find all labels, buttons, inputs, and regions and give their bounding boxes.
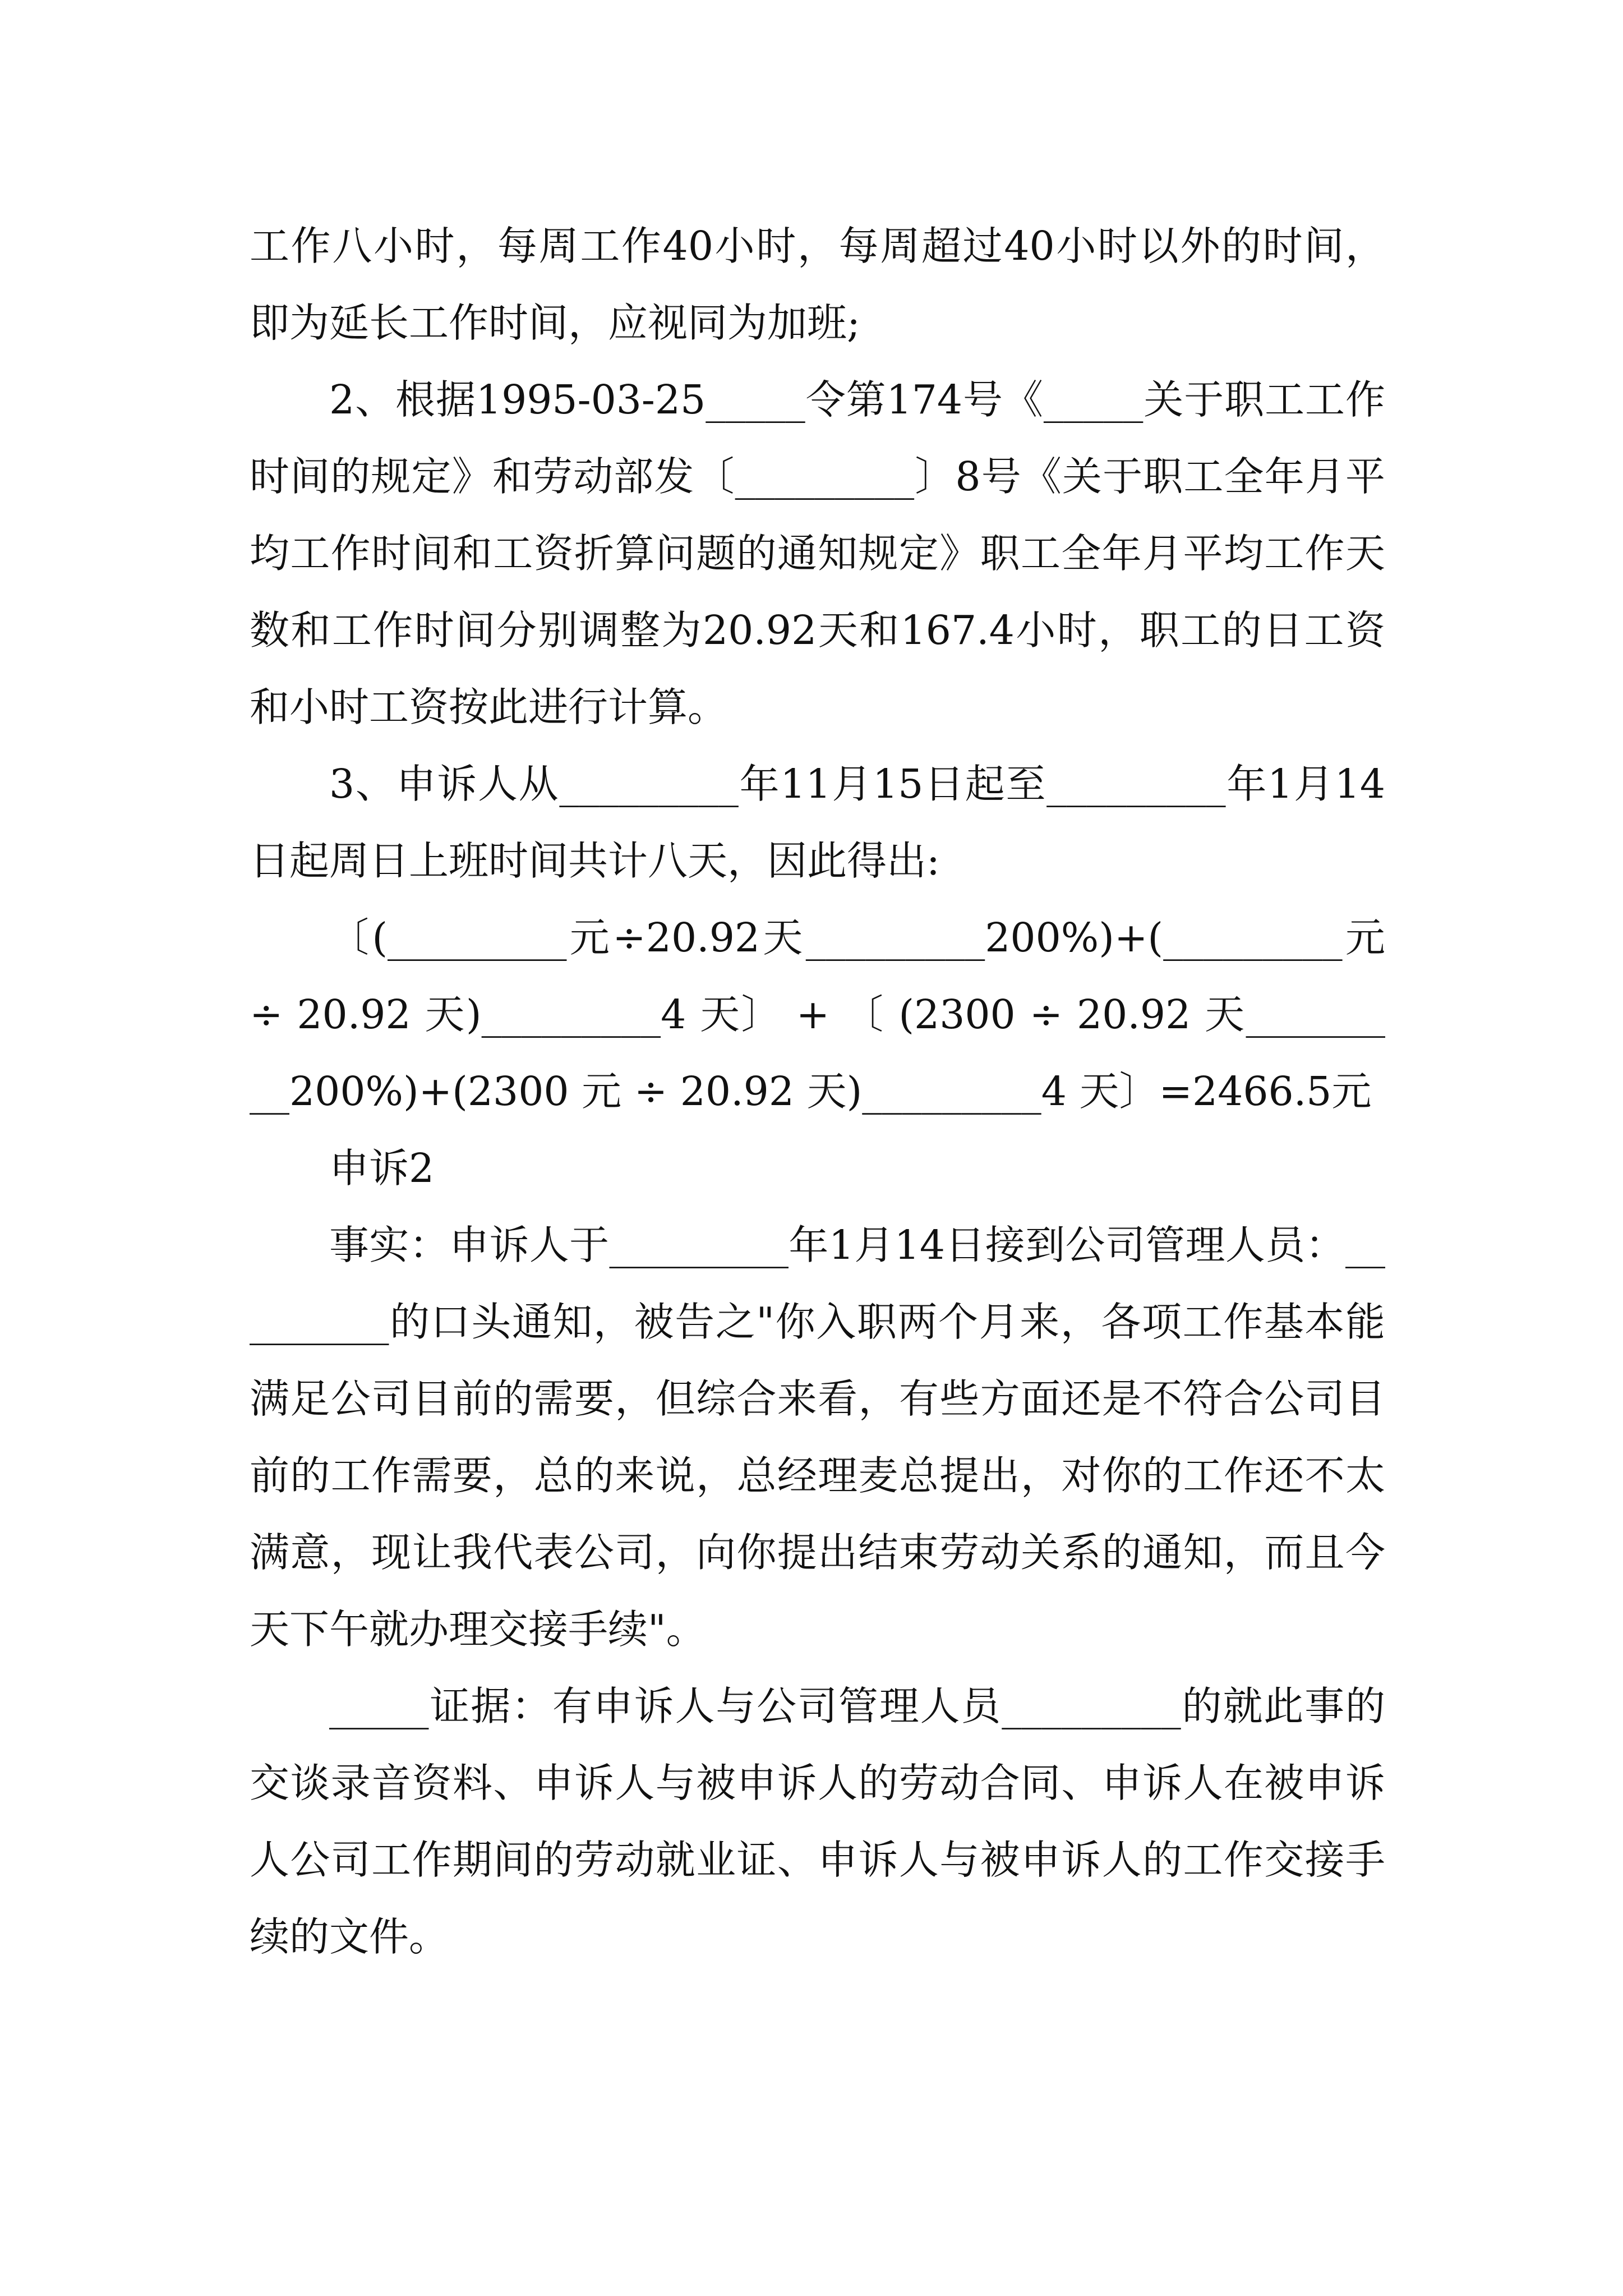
paragraph-working-hours: 工作八小时，每周工作40小时，每周超过40小时以外的时间，即为延长工作时间，应视同为加班; xyxy=(250,223,1385,346)
document-body xyxy=(250,208,1385,1975)
paragraph-calculation: 〔(_________元÷20.92天_________200%)+(_________元 ÷ 20.92 天)_________4 天〕 + 〔 (2300 ÷ 20.92 天_________200%)+(2300 元 ÷ 20.92 天)_________4 天〕=2466.5元 xyxy=(250,914,1385,1115)
paragraph-evidence: _____证据：有申诉人与公司管理人员_________的就此事的交谈录音资料、申诉人与被申诉人的劳动合同、申诉人在被申诉人公司工作期间的劳动就业证、申诉人与被申诉人的工作交接手续的文件。 xyxy=(250,1683,1385,1960)
paragraph-regulation: 2、根据1995-03-25_____令第174号《_____关于职工工作时间的规定》和劳动部发〔_________〕8号《关于职工全年月平均工作时间和工资折算问题的通知规定》职工全年月平均工作天数和工作时间分别调整为20.92天和167.4小时，职工的日工资和小时工资按此进行计算。 xyxy=(250,376,1385,730)
paragraph-facts: 事实：申诉人于_________年1月14日接到公司管理人员：_________的口头通知，被告之"你入职两个月来，各项工作基本能满足公司目前的需要，但综合来看，有些方面还是不符合公司目前的工作需要，总的来说，总经理麦总提出，对你的工作还不太满意，现让我代表公司，向你提出结束劳动关系的通知，而且今天下午就办理交接手续"。 xyxy=(250,1222,1385,1653)
paragraph-heading-appeal-2: 申诉2 xyxy=(329,1145,435,1191)
paragraph-sunday-work: 3、申诉人从_________年11月15日起至_________年1月14日起周日上班时间共计八天，因此得出: xyxy=(250,761,1385,884)
